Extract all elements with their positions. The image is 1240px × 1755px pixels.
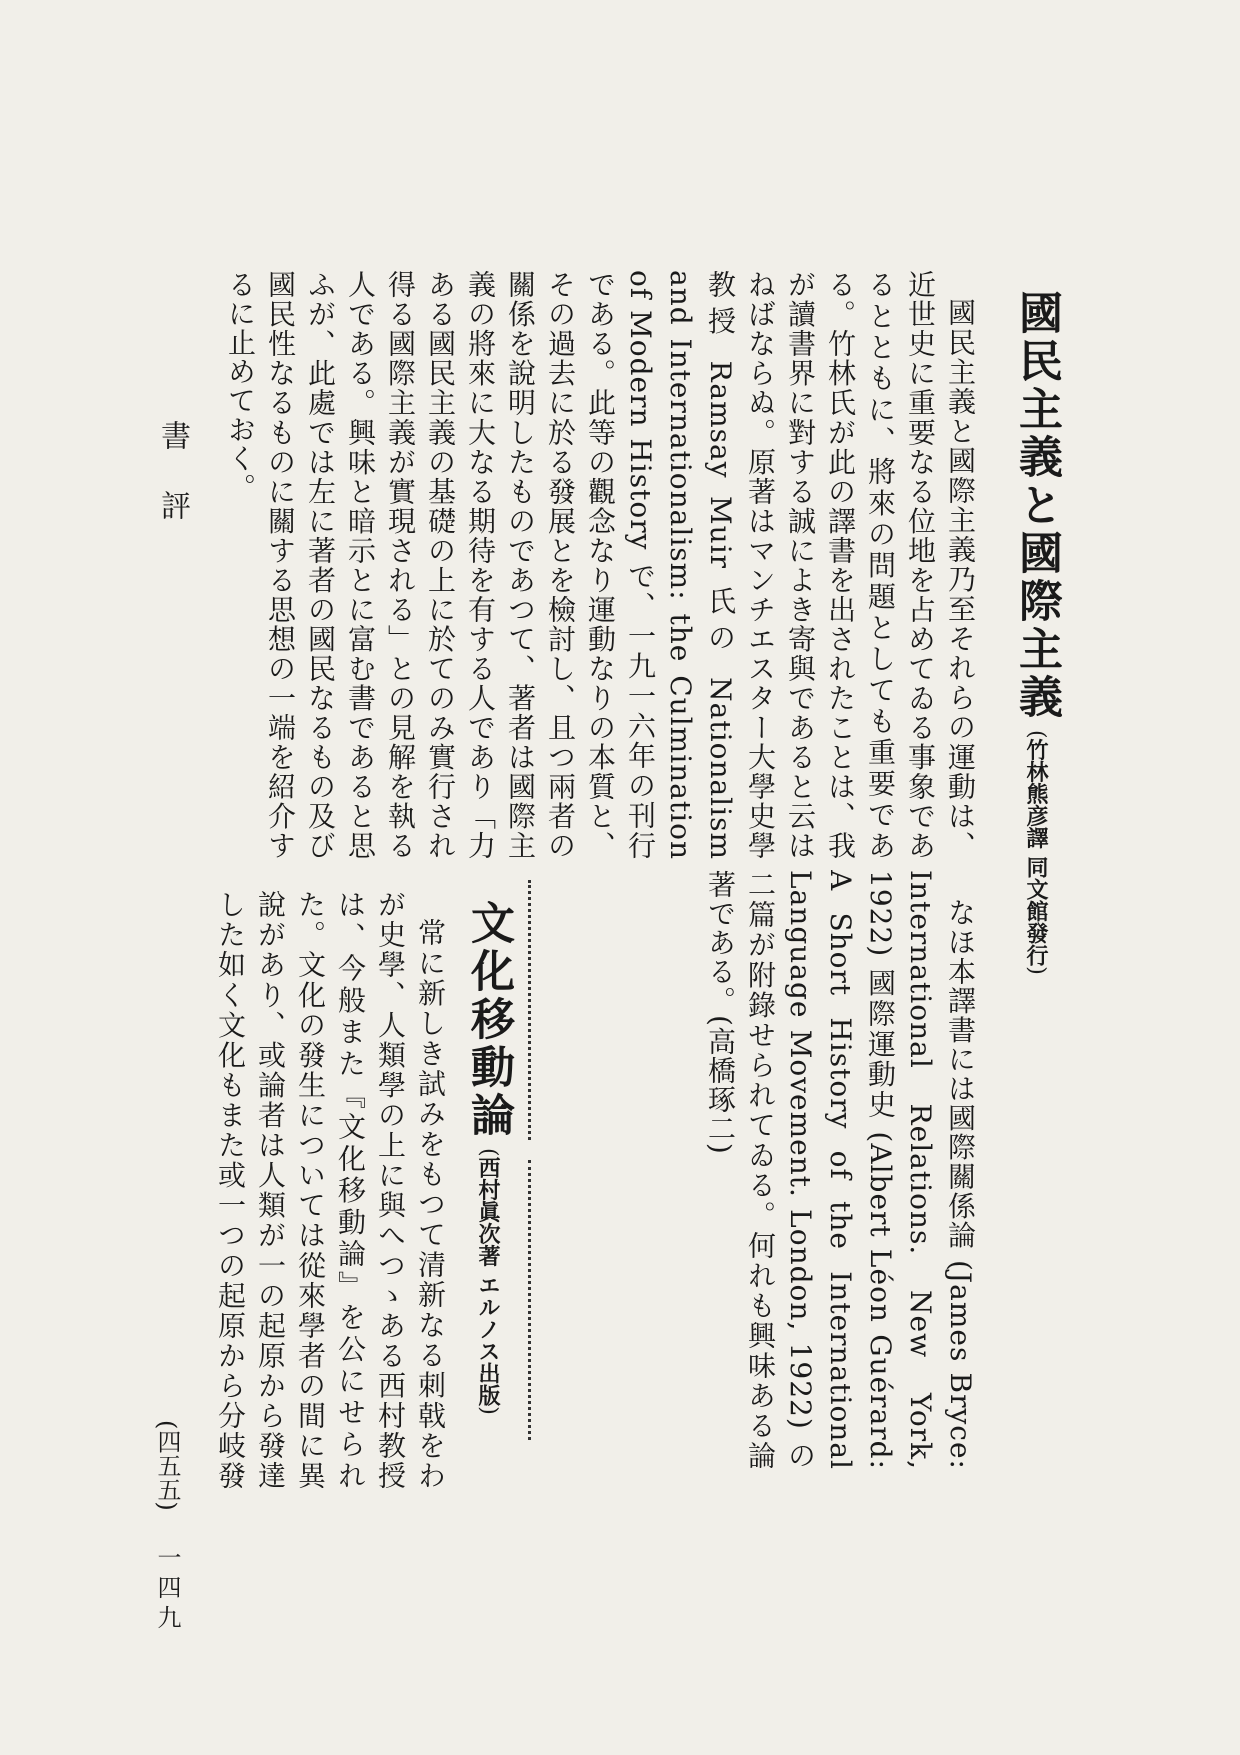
review1-paragraph-1: 國民主義と國際主義乃至それらの運動は、近世史に重要なる位地を占めてゐる事象であるとともに、將來の問題としても重要である。竹林氏が此の譯書を出されたことは、我が讀書界に對する誠によき寄與であると云はねばならぬ。原著はマンチエスター大學史學教授 Ramsay Muir 氏の Nationalism and Internationalism: the Culmination of Modern History で、一九一六年の刊行である。此等の觀念なり運動なりの本質と、その過去に於る發展とを檢討し、且つ兩者の關係を說明したものであつて、著者は國際主義の將來に大なる期待を有する人であり「力ある國民主義の基礎の上に於てのみ實行され得る國際主義が實現される」との見解を執る人である。興味と暗示とに富む書であると思ふが、此處では左に著者の國民なるもの及び國民性なるものに關する思想の一端を紹介するに止めておく。 xyxy=(224,270,977,860)
review1-credit: (竹林熊彦譯 同文館發行) xyxy=(1023,730,1049,975)
review1-body-lower xyxy=(580,870,980,1470)
review2-body xyxy=(210,890,450,1490)
running-header: 書評 xyxy=(155,420,190,560)
section-divider-lower xyxy=(528,1160,535,1440)
review1-title-text: 國民主義と國際主義 xyxy=(1011,290,1062,722)
review1-title xyxy=(1008,290,1064,990)
review2-credit-text: 西村眞次著 エルノス出版 xyxy=(475,1156,501,1407)
review2-title-text: 文化移動論 xyxy=(463,900,514,1140)
review1-credit-text: 竹林熊彦譯 同文館發行 xyxy=(1023,738,1049,967)
review1-paragraph-3: なほ本譯書には國際關係論 (James Bryce: International Relations. New York, 1922) 國際運動史 (Albert Léon Guérard: A Short History of the International Language Movement. London, 1922) の二篇が附錄せられてゐる。何れも興味ある論著である。(高橋琢二) xyxy=(704,870,977,1470)
page-number-parenthetical: (四五五) xyxy=(153,1420,181,1511)
review2-title xyxy=(460,900,516,1460)
review2-credit: (西村眞次著 エルノス出版) xyxy=(475,1148,501,1415)
review2-paragraph-1: 常に新しき試みをもつて清新なる刺戟をわが史學、人類學の上に與へつゝある西村教授は、今般また『文化移動論』を公にせられた。文化の發生については從來學者の間に異說があり、或論者は人類が一の起原から發達した如く文化もまた或一つの起原から分岐發 xyxy=(214,890,447,1490)
section-divider xyxy=(528,880,535,1140)
page-number-kanji: 一四九 xyxy=(153,1545,181,1635)
review1-body-upper xyxy=(220,270,980,860)
